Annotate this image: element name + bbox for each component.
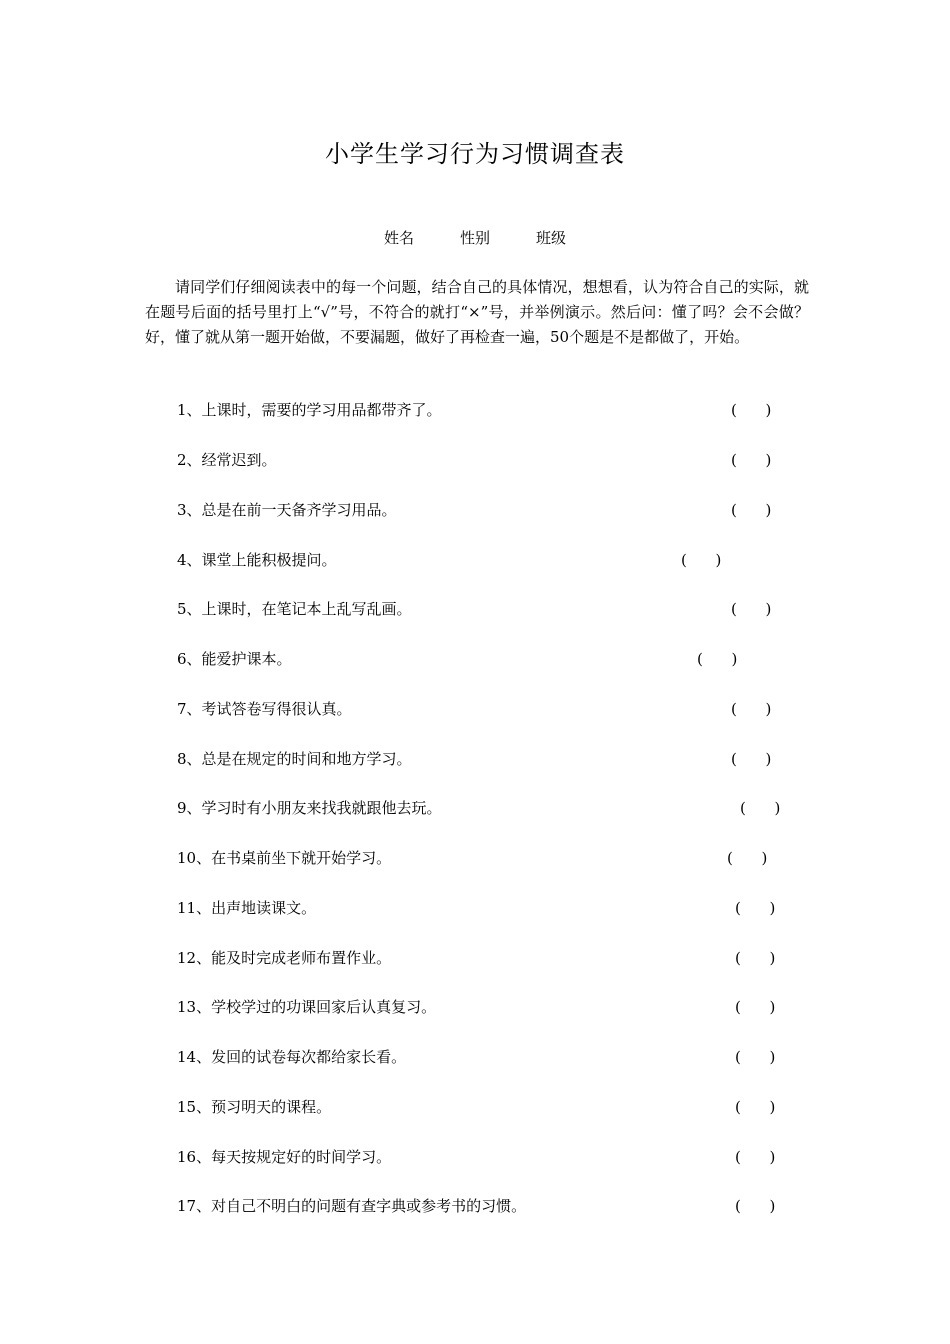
answer-bracket-12[interactable]: ( ) (735, 949, 776, 967)
answer-bracket-11[interactable]: ( ) (735, 899, 776, 917)
answer-bracket-1[interactable]: ( ) (731, 401, 772, 419)
answer-bracket-7[interactable]: ( ) (731, 700, 772, 718)
gender-field-label: 性别 (459, 229, 490, 247)
student-info-row (0, 227, 950, 248)
question-3: 3、总是在前一天备齐学习用品。 (177, 501, 397, 519)
instructions-paragraph: 请同学们仔细阅读表中的每一个问题，结合自己的具体情况，想想看，认为符合自己的实际，就在题号后面的括号里打上“√”号，不符合的就打“×”号，并举例演示。然后问：懂了吗？会不会做？好，懂了就从第一题开始做，不要漏题，做好了再检查一遍，50个题是不是都做了，开始。 (145, 278, 809, 346)
answer-bracket-13[interactable]: ( ) (735, 998, 776, 1016)
question-7: 7、考试答卷写得很认真。 (177, 700, 352, 718)
answer-bracket-10[interactable]: ( ) (727, 849, 768, 867)
answer-bracket-3[interactable]: ( ) (731, 501, 772, 519)
answer-bracket-4[interactable]: ( ) (681, 551, 722, 569)
question-16: 16、每天按规定好的时间学习。 (177, 1148, 392, 1166)
question-10: 10、在书桌前坐下就开始学习。 (177, 849, 392, 867)
answer-bracket-2[interactable]: ( ) (731, 451, 772, 469)
question-5: 5、上课时，在笔记本上乱写乱画。 (177, 600, 412, 618)
answer-bracket-8[interactable]: ( ) (731, 750, 772, 768)
question-12: 12、能及时完成老师布置作业。 (177, 949, 392, 967)
answer-bracket-14[interactable]: ( ) (735, 1048, 776, 1066)
name-field-label: 姓名 (383, 229, 414, 247)
answer-bracket-5[interactable]: ( ) (731, 600, 772, 618)
question-1: 1、上课时，需要的学习用品都带齐了。 (177, 401, 442, 419)
question-4: 4、课堂上能积极提问。 (177, 551, 337, 569)
class-field-label: 班级 (536, 229, 567, 247)
answer-bracket-16[interactable]: ( ) (735, 1148, 776, 1166)
question-9: 9、学习时有小朋友来找我就跟他去玩。 (177, 799, 442, 817)
answer-bracket-9[interactable]: ( ) (740, 799, 781, 817)
answer-bracket-6[interactable]: ( ) (697, 650, 738, 668)
document-title: 小学生学习行为习惯调查表 (325, 140, 625, 168)
question-14: 14、发回的试卷每次都给家长看。 (177, 1048, 407, 1066)
question-6: 6、能爱护课本。 (177, 650, 292, 668)
answer-bracket-15[interactable]: ( ) (735, 1098, 776, 1116)
question-13: 13、学校学过的功课回家后认真复习。 (177, 998, 437, 1016)
question-2: 2、经常迟到。 (177, 451, 277, 469)
answer-bracket-17[interactable]: ( ) (735, 1197, 776, 1215)
question-15: 15、预习明天的课程。 (177, 1098, 332, 1116)
question-8: 8、总是在规定的时间和地方学习。 (177, 750, 412, 768)
question-11: 11、出声地读课文。 (177, 899, 317, 917)
question-17: 17、对自己不明白的问题有查字典或参考书的习惯。 (177, 1197, 527, 1215)
